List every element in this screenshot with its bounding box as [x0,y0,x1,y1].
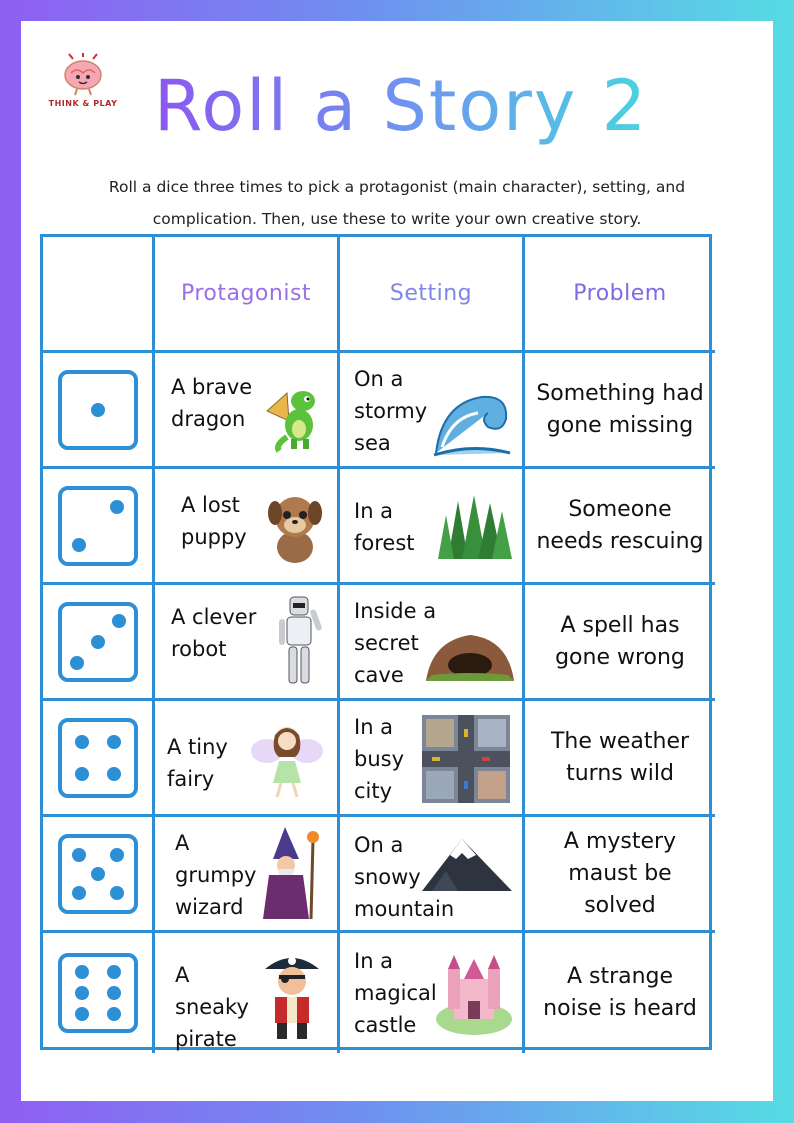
mountain-icon [422,835,512,893]
setting-cell [340,701,525,817]
wizard-icon [261,825,323,921]
problem-cell [525,933,715,1053]
die-six-icon [58,953,138,1033]
puppy-icon [263,487,327,567]
problem-text: Someone needs rescuing [536,496,704,554]
setting-cell [340,585,525,701]
setting-cell [340,469,525,585]
protagonist-text: A grumpy wizard [175,831,257,919]
protagonist-cell [155,585,340,701]
problem-cell [525,817,715,933]
header-problem: Problem [525,237,715,353]
setting-text: In a busy city [354,715,405,803]
logo [43,53,123,133]
setting-cell [340,933,525,1053]
fairy-icon [247,717,327,801]
dice-cell [43,701,155,817]
dice-cell [43,585,155,701]
setting-cell [340,817,525,933]
dice-cell [43,933,155,1053]
header-setting: Setting [340,237,525,353]
instructions: Roll a dice three times to pick a protagonist (main character), setting, and complication. Then, use these to write your own creative story. [108,178,686,228]
dragon-icon [257,381,327,453]
corner-cell [43,237,155,353]
problem-text: The weather turns wild [550,728,690,786]
die-five-icon [58,834,138,914]
problem-text: Something had gone missing [536,380,704,438]
problem-text: A strange noise is heard [543,964,697,1021]
setting-text: Inside a secret cave [354,599,437,687]
setting-text: On a stormy sea [354,367,428,455]
protagonist-text: A brave dragon [171,375,253,431]
protagonist-cell [155,817,340,933]
die-one-icon [58,370,138,450]
die-three-icon [58,602,138,682]
wave-icon [432,383,512,459]
protagonist-text: A tiny fairy [167,735,228,791]
protagonist-cell [155,469,340,585]
brain-icon [59,53,107,97]
castle-icon [434,949,514,1037]
pirate-icon [261,945,323,1041]
protagonist-cell [155,933,340,1053]
problem-cell [525,585,715,701]
protagonist-text: A clever robot [171,605,257,661]
dice-cell [43,817,155,933]
setting-text: On a snowy mountain [354,833,455,921]
header-protagonist: Protagonist [155,237,340,353]
logo-text: THINK & PLAY [48,99,118,108]
problem-cell [525,469,715,585]
cave-icon [424,631,516,683]
setting-cell [340,353,525,469]
protagonist-text: A sneaky pirate [175,963,249,1051]
problem-cell [525,701,715,817]
die-two-icon [58,486,138,566]
story-table [40,234,712,1050]
page-title: Roll a Story 2 [141,51,661,161]
setting-text: In a magical castle [354,949,437,1037]
dice-cell [43,353,155,469]
forest-icon [438,493,512,559]
protagonist-text: A lost puppy [181,493,247,549]
robot-icon [277,595,323,687]
protagonist-cell [155,701,340,817]
city-icon [422,715,510,803]
setting-text: In a forest [354,499,415,555]
dice-cell [43,469,155,585]
problem-cell [525,353,715,469]
problem-text: A spell has gone wrong [555,612,685,670]
die-four-icon [58,718,138,798]
problem-text: A mystery maust be solved [563,828,677,918]
protagonist-cell [155,353,340,469]
